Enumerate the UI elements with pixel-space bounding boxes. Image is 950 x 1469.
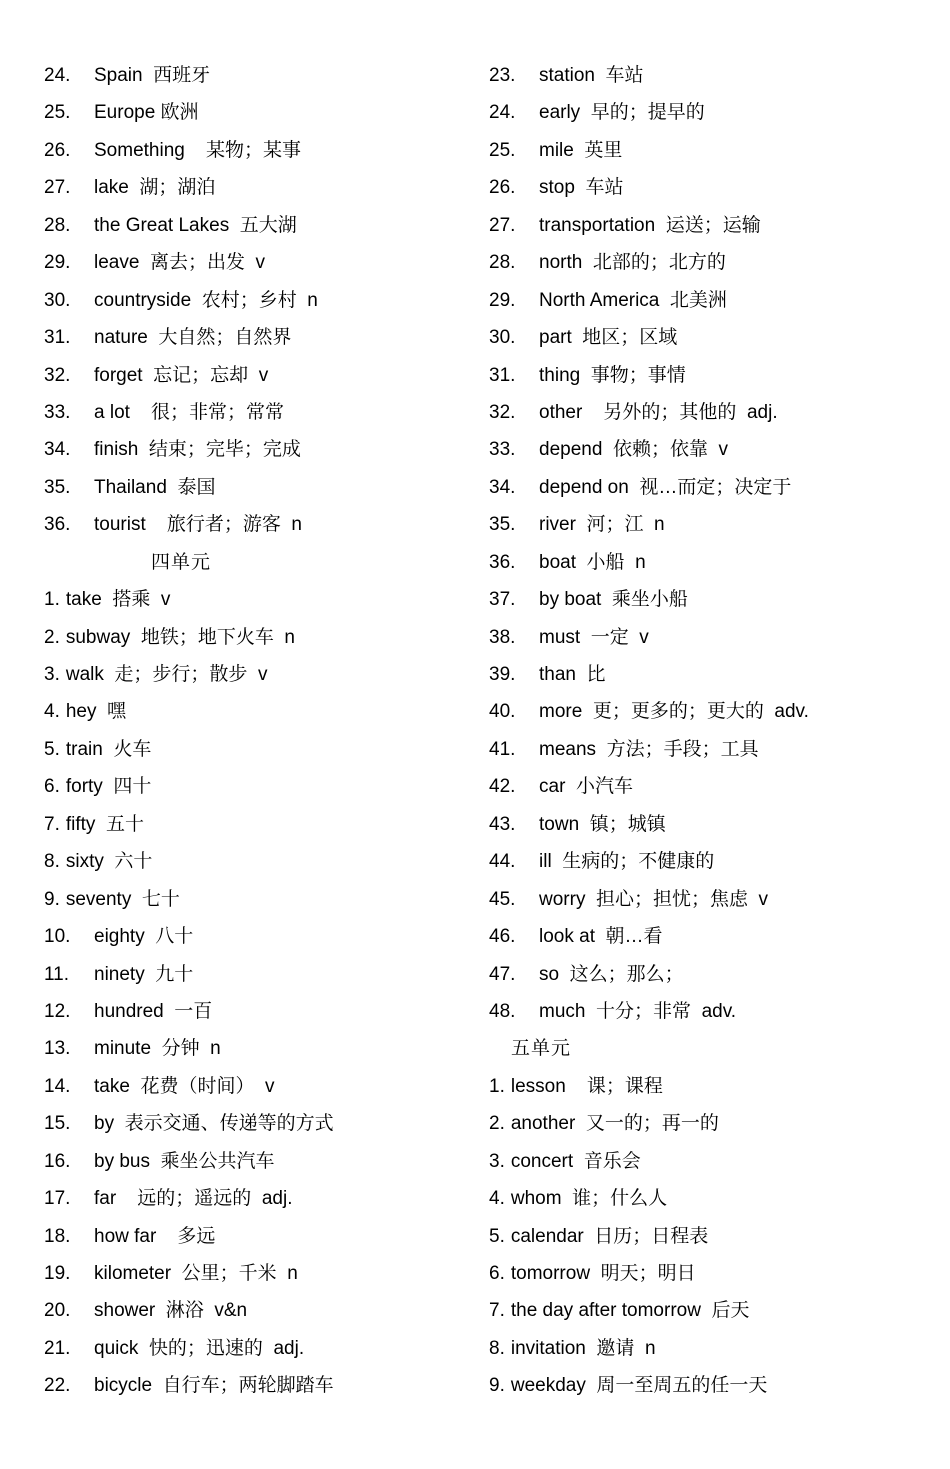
entry-text: leave 离去；出发 v <box>94 252 266 274</box>
vocab-entry <box>44 1255 464 1292</box>
entry-number: 9. <box>489 1375 505 1397</box>
entry-text: town 镇；城镇 <box>539 813 666 835</box>
vocab-entry <box>44 506 464 543</box>
vocab-entry <box>44 469 464 506</box>
entry-number: 27. <box>489 214 516 236</box>
vocab-entry <box>44 731 464 768</box>
vocab-entry <box>44 693 464 730</box>
vocab-entry <box>489 1255 929 1292</box>
entry-text: look at 朝…看 <box>539 926 663 948</box>
entry-number: 9. <box>44 888 60 910</box>
entry-number: 40. <box>489 701 516 723</box>
entry-text: boat 小船 n <box>539 551 646 573</box>
vocab-entry <box>489 544 929 581</box>
entry-number: 34. <box>489 476 516 498</box>
entry-number: 24. <box>489 102 516 124</box>
vocab-entry <box>489 431 929 468</box>
entry-text: ill 生病的；不健康的 <box>539 851 715 873</box>
vocab-entry <box>44 207 464 244</box>
entry-text: than 比 <box>539 664 606 685</box>
vocab-entry <box>44 244 464 281</box>
vocab-entry <box>489 1330 929 1367</box>
vocab-entry <box>489 806 929 843</box>
entry-text: transportation 运送；运输 <box>539 214 761 236</box>
left-column <box>44 57 464 1405</box>
vocab-entry <box>44 1367 464 1404</box>
vocab-entry <box>489 956 929 993</box>
entry-text: walk 走；步行；散步 v <box>65 664 268 685</box>
entry-number: 32. <box>44 364 71 386</box>
entry-number: 30. <box>489 327 516 349</box>
entry-text: calendar 日历；日程表 <box>510 1225 709 1247</box>
entry-number: 2. <box>44 626 60 648</box>
vocab-entry <box>489 506 929 543</box>
entry-text: stop 车站 <box>539 177 624 199</box>
vocab-entry <box>44 319 464 356</box>
entry-text: means 方法；手段；工具 <box>539 738 759 760</box>
entry-text: forget 忘记；忘却 v <box>94 364 269 386</box>
entry-number: 1. <box>44 589 60 611</box>
vocab-entry <box>489 319 929 356</box>
entry-text: finish 结束；完毕；完成 <box>94 439 301 461</box>
entry-number: 28. <box>489 252 516 274</box>
entry-text: shower 淋浴 v&n <box>94 1300 248 1322</box>
entry-number: 46. <box>489 926 516 948</box>
entry-text: North America 北美洲 <box>539 289 727 311</box>
entry-number: 7. <box>489 1300 505 1322</box>
vocab-entry <box>489 918 929 955</box>
entry-number: 25. <box>489 139 516 161</box>
entry-text: Spain 西班牙 <box>94 65 211 86</box>
entry-number: 20. <box>44 1300 71 1322</box>
entry-number: 13. <box>44 1038 71 1060</box>
entry-number: 14. <box>44 1075 71 1097</box>
vocab-entry <box>489 282 929 319</box>
vocab-entry <box>489 843 929 880</box>
vocab-entry <box>44 1218 464 1255</box>
entry-text: by boat 乘坐小船 <box>539 589 688 611</box>
entry-number: 45. <box>489 888 516 910</box>
entry-text: far 远的；遥远的 adj. <box>94 1188 293 1210</box>
vocab-entry <box>489 394 929 431</box>
entry-text: north 北部的；北方的 <box>539 252 726 274</box>
entry-number: 1. <box>489 1075 505 1097</box>
vocab-entry <box>44 619 464 656</box>
entry-text: bicycle 自行车；两轮脚踏车 <box>94 1375 334 1397</box>
entry-number: 3. <box>44 664 60 685</box>
entry-number: 27. <box>44 177 71 199</box>
vocab-entry <box>489 1180 929 1217</box>
entry-text: hey 嘿 <box>65 701 127 723</box>
vocab-entry <box>489 132 929 169</box>
entry-text: station 车站 <box>539 65 644 86</box>
entry-number: 23. <box>489 65 516 86</box>
entry-text: by bus 乘坐公共汽车 <box>94 1150 275 1172</box>
entry-text: the day after tomorrow 后天 <box>510 1300 750 1322</box>
entry-number: 41. <box>489 738 516 760</box>
entry-number: 37. <box>489 589 516 611</box>
vocab-entry <box>489 619 929 656</box>
entry-number: 38. <box>489 626 516 648</box>
vocab-entry <box>489 731 929 768</box>
vocab-entry <box>489 469 929 506</box>
entry-text: depend 依赖；依靠 v <box>539 439 729 461</box>
entry-number: 33. <box>489 439 516 461</box>
entry-text: eighty 八十 <box>94 926 194 948</box>
vocab-entry <box>44 431 464 468</box>
entry-text: ninety 九十 <box>94 963 194 985</box>
entry-text: take 搭乘 v <box>65 589 171 611</box>
entry-text: the Great Lakes 五大湖 <box>94 214 297 236</box>
entry-number: 6. <box>489 1263 505 1284</box>
entry-text: tomorrow 明天；明日 <box>510 1263 696 1284</box>
entry-number: 19. <box>44 1263 71 1284</box>
vocab-entry <box>44 1030 464 1067</box>
entry-number: 29. <box>489 289 516 311</box>
entry-text: train 火车 <box>65 738 152 760</box>
entry-number: 22. <box>44 1375 71 1397</box>
vocab-entry <box>44 918 464 955</box>
vocab-entry <box>44 806 464 843</box>
entry-text: Thailand 泰国 <box>94 476 216 498</box>
vocab-entry <box>44 881 464 918</box>
vocab-entry <box>44 768 464 805</box>
unit-heading <box>489 1030 929 1067</box>
vocab-entry <box>489 881 929 918</box>
entry-text: fifty 五十 <box>65 813 144 835</box>
entry-number: 47. <box>489 963 516 985</box>
entry-text: more 更；更多的；更大的 adv. <box>539 701 809 723</box>
entry-number: 31. <box>489 364 516 386</box>
entry-number: 43. <box>489 813 516 835</box>
unit-heading <box>44 544 464 581</box>
vocab-entry <box>44 394 464 431</box>
vocab-entry <box>489 1143 929 1180</box>
entry-number: 42. <box>489 776 516 798</box>
entry-text: countryside 农村；乡村 n <box>94 289 318 311</box>
entry-text: weekday 周一至周五的任一天 <box>510 1375 768 1397</box>
entry-number: 4. <box>44 701 60 723</box>
entry-text: lake 湖；湖泊 <box>94 177 216 199</box>
entry-number: 29. <box>44 252 71 274</box>
entry-number: 15. <box>44 1113 71 1135</box>
vocab-entry <box>489 768 929 805</box>
entry-text: hundred 一百 <box>94 1000 213 1022</box>
entry-number: 11. <box>44 963 70 985</box>
vocab-entry <box>489 357 929 394</box>
entry-number: 21. <box>44 1337 71 1359</box>
entry-text: concert 音乐会 <box>510 1150 641 1172</box>
entry-text: how far 多远 <box>94 1225 216 1247</box>
vocab-entry <box>489 1068 929 1105</box>
vocab-entry <box>489 656 929 693</box>
entry-text: lesson 课；课程 <box>510 1075 663 1097</box>
vocab-entry <box>44 581 464 618</box>
entry-number: 18. <box>44 1225 71 1247</box>
entry-number: 28. <box>44 214 71 236</box>
entry-number: 30. <box>44 289 71 311</box>
entry-text: invitation 邀请 n <box>510 1337 656 1359</box>
vocab-entry <box>44 1105 464 1142</box>
entry-number: 4. <box>489 1188 505 1210</box>
vocab-entry <box>44 656 464 693</box>
entry-number: 32. <box>489 401 516 423</box>
entry-text: part 地区；区域 <box>539 327 678 349</box>
entry-number: 34. <box>44 439 71 461</box>
entry-text: much 十分；非常 adv. <box>539 1000 737 1022</box>
vocab-entry <box>489 1367 929 1404</box>
vocab-entry <box>44 1330 464 1367</box>
vocab-entry <box>489 993 929 1030</box>
entry-number: 36. <box>44 514 71 536</box>
entry-text: forty 四十 <box>65 776 152 798</box>
entry-text: minute 分钟 n <box>94 1038 221 1060</box>
vocab-entry <box>489 207 929 244</box>
entry-text: take 花费（时间） v <box>94 1075 275 1097</box>
vocab-entry <box>489 693 929 730</box>
vocab-entry <box>489 94 929 131</box>
vocab-entry <box>44 1068 464 1105</box>
entry-text: nature 大自然；自然界 <box>94 327 292 349</box>
entry-number: 8. <box>44 851 60 873</box>
vocab-entry <box>44 357 464 394</box>
vocab-entry <box>489 244 929 281</box>
entry-number: 3. <box>489 1150 505 1172</box>
entry-text: seventy 七十 <box>65 888 180 910</box>
vocab-entry <box>489 581 929 618</box>
entry-number: 35. <box>489 514 516 536</box>
vocab-entry <box>489 169 929 206</box>
vocab-entry <box>44 993 464 1030</box>
entry-number: 12. <box>44 1000 71 1022</box>
entry-text: thing 事物；事情 <box>539 364 686 386</box>
entry-text: Europe 欧洲 <box>94 102 199 124</box>
entry-text: depend on 视…而定；决定于 <box>539 476 792 498</box>
entry-text: mile 英里 <box>539 139 623 161</box>
vocab-entry <box>44 94 464 131</box>
entry-text: so 这么；那么； <box>539 963 684 985</box>
entry-number: 39. <box>489 664 516 685</box>
entry-text: a lot 很；非常；常常 <box>94 401 285 423</box>
entry-number: 26. <box>44 139 71 161</box>
entry-number: 25. <box>44 102 71 124</box>
vocab-entry <box>489 1218 929 1255</box>
entry-number: 36. <box>489 551 516 573</box>
entry-text: by 表示交通、传递等的方式 <box>94 1113 334 1135</box>
vocab-entry <box>44 1292 464 1329</box>
entry-text: quick 快的；迅速的 adj. <box>94 1337 305 1359</box>
vocab-entry <box>44 132 464 169</box>
vocab-entry <box>44 57 464 94</box>
entry-text: early 早的；提早的 <box>539 102 705 124</box>
entry-text: other 另外的；其他的 adj. <box>539 401 778 423</box>
entry-number: 2. <box>489 1113 505 1135</box>
entry-number: 5. <box>44 738 60 760</box>
entry-text: sixty 六十 <box>65 851 153 873</box>
entry-number: 31. <box>44 327 71 349</box>
entry-number: 17. <box>44 1188 71 1210</box>
vocab-entry <box>44 956 464 993</box>
entry-number: 7. <box>44 813 60 835</box>
entry-text: river 河；江 n <box>539 514 665 536</box>
vocab-entry <box>44 1180 464 1217</box>
entry-number: 35. <box>44 476 71 498</box>
entry-text: worry 担心；担忧；焦虑 v <box>539 888 769 910</box>
vocab-entry <box>489 1105 929 1142</box>
entry-number: 8. <box>489 1337 505 1359</box>
right-column <box>489 57 929 1405</box>
vocab-entry <box>489 1292 929 1329</box>
unit-heading-text: 四单元 <box>151 551 212 573</box>
entry-text: another 又一的；再一的 <box>510 1113 719 1135</box>
entry-number: 10. <box>44 926 71 948</box>
vocab-entry <box>44 843 464 880</box>
entry-text: subway 地铁；地下火车 n <box>65 626 295 648</box>
entry-number: 16. <box>44 1150 71 1172</box>
unit-heading-text: 五单元 <box>511 1038 572 1060</box>
entry-text: car 小汽车 <box>539 776 633 798</box>
entry-number: 6. <box>44 776 60 798</box>
entry-text: whom 谁；什么人 <box>510 1188 668 1210</box>
entry-number: 5. <box>489 1225 505 1247</box>
entry-text: must 一定 v <box>539 626 649 648</box>
entry-number: 33. <box>44 401 71 423</box>
entry-number: 44. <box>489 851 516 873</box>
vocab-entry <box>44 282 464 319</box>
vocab-entry <box>44 1143 464 1180</box>
entry-number: 24. <box>44 65 71 86</box>
entry-number: 26. <box>489 177 516 199</box>
vocab-entry <box>44 169 464 206</box>
entry-number: 48. <box>489 1000 516 1022</box>
entry-text: tourist 旅行者；游客 n <box>94 514 302 536</box>
entry-text: Something 某物；某事 <box>94 139 301 161</box>
vocab-entry <box>489 57 929 94</box>
entry-text: kilometer 公里；千米 n <box>94 1263 298 1284</box>
